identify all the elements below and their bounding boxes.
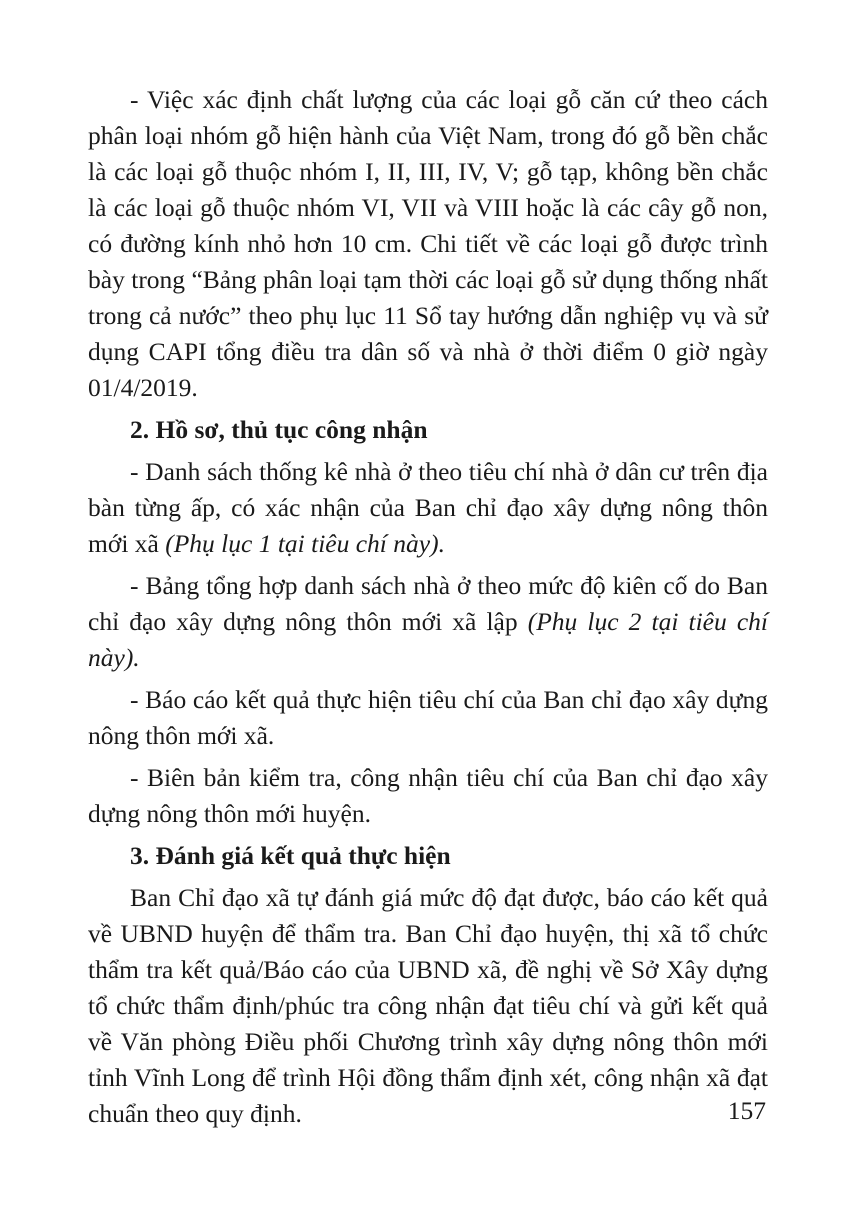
appendix-1-reference: (Phụ lục 1 tại tiêu chí này). [165, 529, 445, 558]
page-number: 157 [727, 1096, 766, 1125]
section-heading-dossier: 2. Hồ sơ, thủ tục công nhận [130, 415, 428, 444]
paragraph-housing-list [88, 454, 768, 562]
housing-list-text: - Danh sách thống kê nhà ở theo tiêu chí nhà ở dân cư trên địa bàn từng ấp, có xác nhận của Ban chỉ đạo xây dựng nông thôn mới xã [88, 457, 768, 558]
section-heading-evaluation: 3. Đánh giá kết quả thực hiện [130, 841, 451, 870]
paragraph-evaluation: Ban Chỉ đạo xã tự đánh giá mức độ đạt được, báo cáo kết quả về UBND huyện để thẩm tra. Ban Chỉ đạo huyện, thị xã tổ chức thẩm tra kết quả/Báo cáo của UBND xã, đề nghị về Sở Xây dựng tổ chức thẩm định/phúc tra công nhận đạt tiêu chí và gửi kết quả về Văn phòng Điều phối Chương trình xây dựng nông thôn mới tỉnh Vĩnh Long để trình Hội đồng thẩm định xét, công nhận xã đạt chuẩn theo quy định. [88, 883, 768, 1128]
paragraph-summary-table [88, 568, 768, 676]
appendix-2-reference: (Phụ lục 2 tại tiêu chí này). [88, 607, 768, 672]
summary-table-text: - Bảng tổng hợp danh sách nhà ở theo mức độ kiên cố do Ban chỉ đạo xây dựng nông thôn mới xã lập [88, 571, 768, 636]
paragraph-inspection-record: - Biên bản kiểm tra, công nhận tiêu chí của Ban chỉ đạo xây dựng nông thôn mới huyện. [88, 763, 768, 828]
paragraph-wood-quality: - Việc xác định chất lượng của các loại gỗ căn cứ theo cách phân loại nhóm gỗ hiện hành của Việt Nam, trong đó gỗ bền chắc là các loại gỗ thuộc nhóm I, II, III, IV, V; gỗ tạp, không bền chắc là các loại gỗ thuộc nhóm VI, VII và VIII hoặc là các cây gỗ non, có đường kính nhỏ hơn 10 cm. Chi tiết về các loại gỗ được trình bày trong “Bảng phân loại tạm thời các loại gỗ sử dụng thống nhất trong cả nước” theo phụ lục 11 Sổ tay hướng dẫn nghiệp vụ và sử dụng CAPI tổng điều tra dân số và nhà ở thời điểm 0 giờ ngày 01/4/2019. [88, 85, 768, 402]
paragraph-report: - Báo cáo kết quả thực hiện tiêu chí của Ban chỉ đạo xây dựng nông thôn mới xã. [88, 685, 768, 750]
